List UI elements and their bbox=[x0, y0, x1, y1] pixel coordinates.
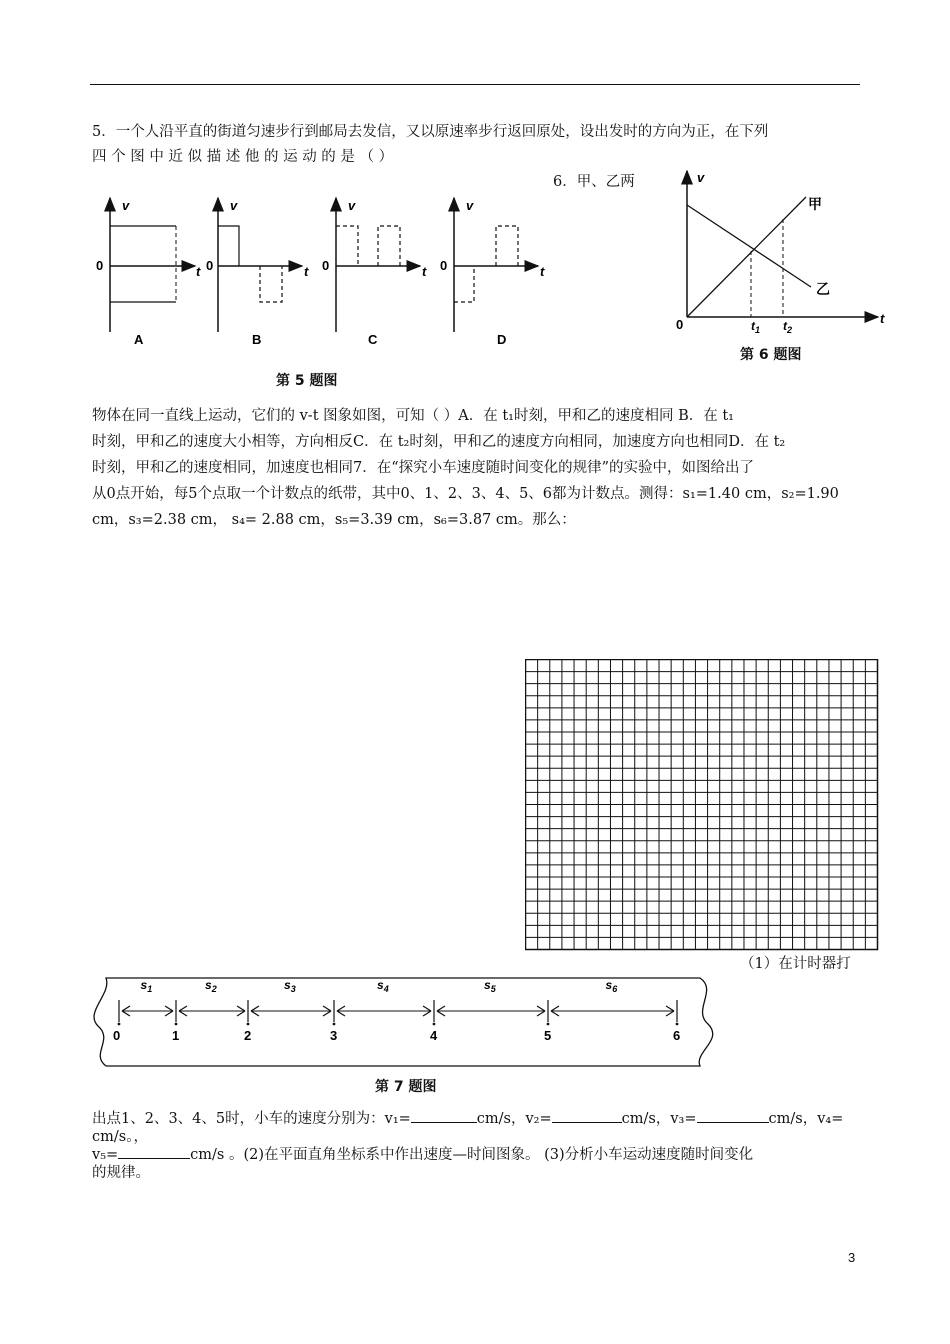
tape-dot bbox=[247, 1023, 250, 1026]
graph-d-v-label: v bbox=[466, 198, 474, 213]
graph-c-option-label: C bbox=[368, 332, 378, 347]
graph-b-t-label: t bbox=[304, 264, 309, 279]
line-jia bbox=[687, 197, 806, 317]
point-label-6: 6 bbox=[673, 1028, 681, 1043]
q6-caption: 第 6 题图 bbox=[740, 347, 802, 363]
header-rule bbox=[90, 84, 860, 85]
q7-answer-line2: cm/s。， bbox=[92, 1129, 148, 1145]
q5-graphs bbox=[90, 190, 560, 355]
tape-dot bbox=[175, 1023, 178, 1026]
point-label-3: 3 bbox=[330, 1028, 338, 1043]
segment-label-5: $s_5$ bbox=[484, 978, 496, 994]
q6-body-line1: 物体在同一直线上运动，它们的 v-t 图象如图，可知（ ）A．在 t₁时刻，甲和乙的速度相同 B．在 t₁ bbox=[92, 408, 734, 424]
page-number: 3 bbox=[848, 1250, 856, 1265]
graph-a-t-label: t bbox=[196, 264, 201, 279]
graph-d-option-label: D bbox=[497, 332, 507, 347]
graph-a bbox=[96, 198, 201, 347]
segment-label-6: $s_6$ bbox=[605, 978, 618, 994]
q5-caption: 第 5 题图 bbox=[276, 373, 338, 389]
q6-origin: 0 bbox=[676, 317, 684, 332]
point-label-2: 2 bbox=[244, 1028, 252, 1043]
point-label-4: 4 bbox=[430, 1028, 438, 1043]
q6-body-line2: 时刻，甲和乙的速度大小相等，方向相反C．在 t₂时刻，甲和乙的速度方向相同，加速度方向也相同D．在 t₂ bbox=[92, 434, 786, 450]
point-label-5: 5 bbox=[544, 1028, 552, 1043]
graph-paper-grid[interactable] bbox=[525, 659, 879, 951]
v2-blank[interactable] bbox=[552, 1108, 622, 1123]
graph-d-t-label: t bbox=[540, 264, 545, 279]
q5-line2: 四 个 图 中 近 似 描 述 他 的 运 动 的 是 （ ） bbox=[92, 149, 394, 165]
q6-body-line5: cm，s₃=2.38 cm， s₄= 2.88 cm，s₅=3.39 cm，s₆=3.87 cm。那么： bbox=[92, 512, 576, 528]
graph-c bbox=[322, 198, 427, 347]
q6-vt-graph bbox=[670, 165, 900, 340]
tape-dot bbox=[333, 1023, 336, 1026]
q6-label-jia: 甲 bbox=[808, 196, 822, 212]
tape-dot bbox=[433, 1023, 436, 1026]
v3-blank[interactable] bbox=[697, 1108, 769, 1123]
q6-t2-label: $t_2$ bbox=[783, 319, 793, 335]
segment-label-1: $s_1$ bbox=[140, 978, 153, 994]
q7-answer-intro: 出点1、2、3、4、5时，小车的速度分别为：v₁= bbox=[92, 1111, 411, 1127]
v1-blank[interactable] bbox=[411, 1108, 477, 1123]
q7-answer-line4: 的规律。 bbox=[92, 1165, 150, 1181]
graph-d bbox=[440, 198, 545, 347]
q7-answer-line3: v₅= cm/s 。(2)在平面直角坐标系中作出速度—时间图象。 (3)分析小车运动速度随时间变化 bbox=[92, 1143, 753, 1167]
q6-v-label: v bbox=[697, 170, 705, 185]
v5-blank[interactable] bbox=[118, 1144, 190, 1159]
graph-c-t-label: t bbox=[422, 264, 427, 279]
graph-c-origin: 0 bbox=[322, 258, 330, 273]
graph-b-option-label: B bbox=[252, 332, 262, 347]
graph-a-origin: 0 bbox=[96, 258, 104, 273]
graph-c-v-label: v bbox=[348, 198, 356, 213]
line-yi bbox=[687, 205, 811, 287]
segment-label-4: $s_4$ bbox=[377, 978, 389, 994]
q6-body-line4: 从0点开始，每5个点取一个计数点的纸带，其中0、1、2、3、4、5、6都为计数点。测得：s₁=1.40 cm，s₂=1.90 bbox=[92, 486, 839, 502]
tape-dot bbox=[547, 1023, 550, 1026]
q6-label-yi: 乙 bbox=[816, 281, 830, 297]
graph-b bbox=[206, 198, 309, 347]
q7-answer-line1: 出点1、2、3、4、5时，小车的速度分别为：v₁= cm/s，v₂= cm/s，v₃= cm/s，v₄= bbox=[92, 1107, 843, 1131]
q7-caption: 第 7 题图 bbox=[375, 1079, 437, 1095]
graph-d-origin: 0 bbox=[440, 258, 448, 273]
q7-timer-text: （1）在计时器打 bbox=[740, 956, 851, 972]
q6-body-line3: 时刻，甲和乙的速度相同，加速度也相同7．在“探究小车速度随时间变化的规律”的实验中，如图给出了 bbox=[92, 460, 755, 476]
q6-t-label: t bbox=[880, 311, 885, 326]
point-label-1: 1 bbox=[172, 1028, 180, 1043]
q6-t1-label: $t_1$ bbox=[751, 319, 761, 335]
graph-a-option-label: A bbox=[134, 332, 144, 347]
q7-paper-tape bbox=[88, 968, 718, 1076]
point-label-0: 0 bbox=[113, 1028, 121, 1043]
graph-b-v-label: v bbox=[230, 198, 238, 213]
tape-dot bbox=[676, 1023, 679, 1026]
q6-intro: 6．甲、乙两 bbox=[553, 174, 635, 190]
segment-label-2: $s_2$ bbox=[205, 978, 217, 994]
segment-label-3: $s_3$ bbox=[284, 978, 296, 994]
graph-b-origin: 0 bbox=[206, 258, 214, 273]
tape-dot bbox=[118, 1023, 121, 1026]
graph-a-v-label: v bbox=[122, 198, 130, 213]
q5-line1: 5．一个人沿平直的街道匀速步行到邮局去发信，又以原速率步行返回原处，设出发时的方向为正，在下列 bbox=[92, 124, 769, 140]
